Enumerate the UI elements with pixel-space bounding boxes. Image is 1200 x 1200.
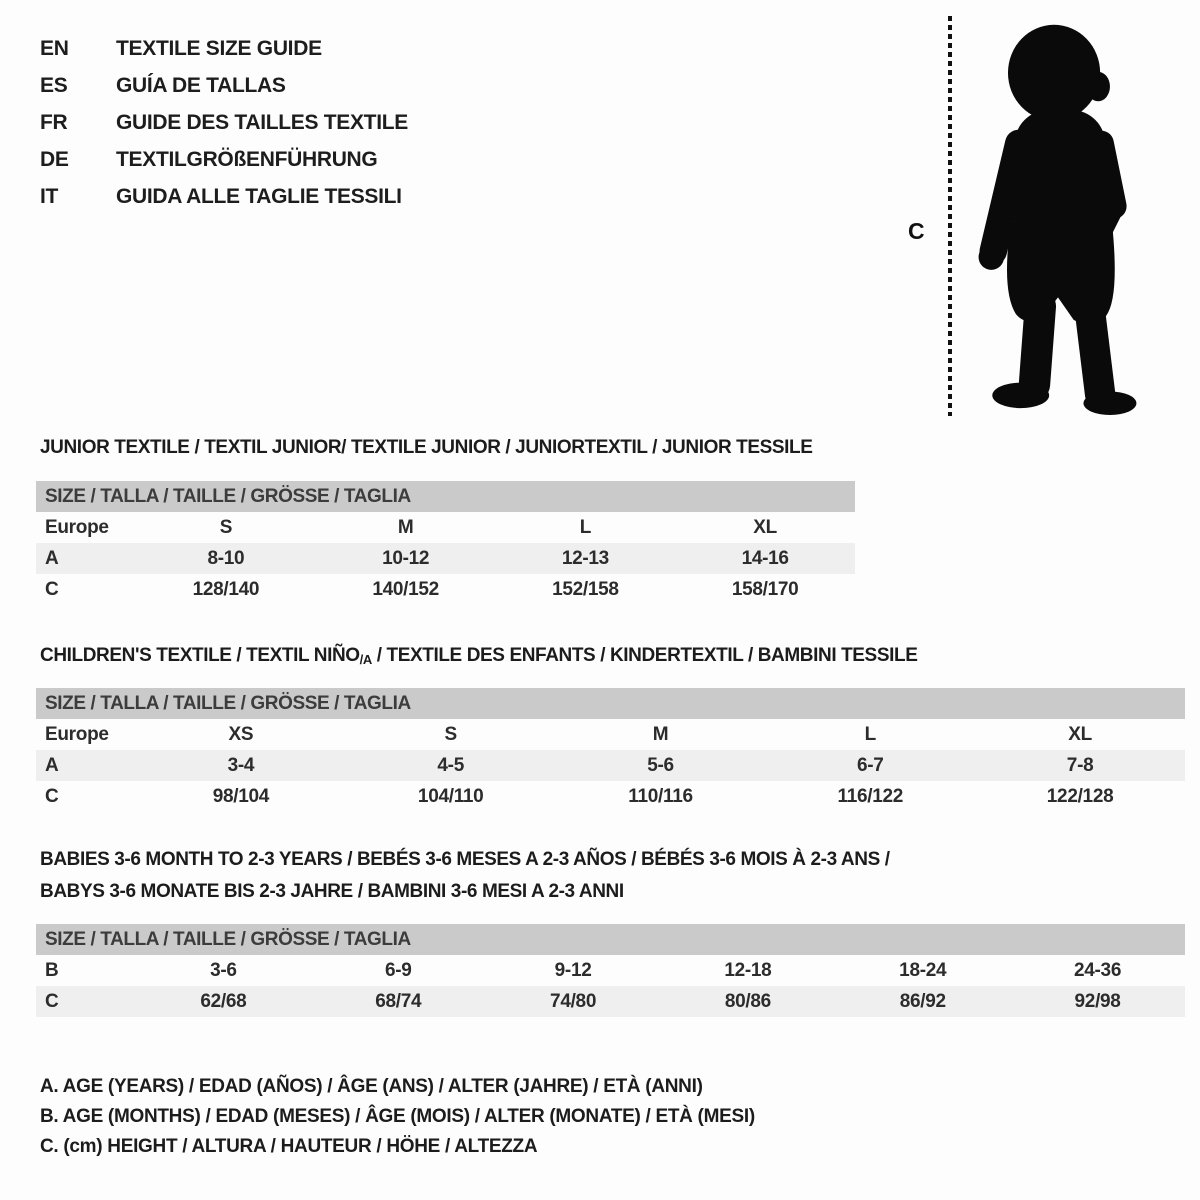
age-cell: 18-24 [899, 960, 947, 981]
height-cell: 140/152 [372, 579, 439, 600]
language-title: TEXTILE SIZE GUIDE [116, 37, 322, 60]
row-label: B [45, 960, 59, 981]
language-title: TEXTILGRÖßENFÜHRUNG [116, 148, 378, 171]
language-row-it [40, 178, 408, 215]
height-cell: 152/158 [552, 579, 619, 600]
size-cell: S [444, 724, 457, 745]
language-title: GUÍA DE TALLAS [116, 74, 286, 97]
language-code: ES [40, 74, 68, 97]
size-cell: XL [753, 517, 777, 538]
age-cell: 5-6 [647, 755, 674, 776]
row-label: C [45, 991, 59, 1012]
babies-section-title-line1: BABIES 3-6 MONTH TO 2-3 YEARS / BEBÉS 3-6 MESES A 2-3 AÑOS / BÉBÉS 3-6 MOIS À 2-3 ANS / [40, 849, 890, 870]
height-cell: 98/104 [212, 786, 270, 807]
height-dashed-line [948, 16, 952, 416]
size-cell: M [652, 724, 669, 745]
row-label: Europe [45, 724, 109, 745]
table-row-height [36, 986, 1185, 1017]
language-code: DE [40, 148, 69, 171]
children-size-table [36, 688, 1185, 812]
size-cell: L [579, 517, 592, 538]
language-row-en [40, 30, 408, 67]
measurement-legend [40, 1072, 755, 1162]
height-cell: 74/80 [550, 991, 597, 1012]
height-cell: 86/92 [899, 991, 946, 1012]
language-code: EN [40, 37, 69, 60]
language-title: GUIDE DES TAILLES TEXTILE [116, 111, 408, 134]
language-row-fr [40, 104, 408, 141]
size-table-header: SIZE / TALLA / TAILLE / GRÖSSE / TAGLIA [36, 688, 1185, 719]
babies-section-title-line2: BABYS 3-6 MONATE BIS 2-3 JAHRE / BAMBINI 3-6 MESI A 2-3 ANNI [40, 881, 624, 902]
age-cell: 8-10 [207, 548, 245, 569]
size-cell: L [864, 724, 876, 745]
height-cell: 116/122 [837, 786, 904, 807]
legend-height-cm: C. (cm) HEIGHT / ALTURA / HAUTEUR / HÖHE / ALTEZZA [40, 1136, 538, 1157]
toddler-silhouette-icon [962, 14, 1152, 416]
junior-section-title: JUNIOR TEXTILE / TEXTIL JUNIOR/ TEXTILE JUNIOR / JUNIORTEXTIL / JUNIOR TESSILE [40, 437, 813, 458]
legend-age-months: B. AGE (MONTHS) / EDAD (MESES) / ÂGE (MOIS) / ALTER (MONATE) / ETÀ (MESI) [40, 1106, 755, 1127]
height-cell: 68/74 [375, 991, 422, 1012]
height-cell: 158/170 [731, 579, 799, 600]
row-label: C [45, 579, 59, 600]
size-cell: M [397, 517, 414, 538]
height-cell: 122/128 [1046, 786, 1114, 807]
table-row-age [36, 543, 855, 574]
height-cell: 92/98 [1074, 991, 1121, 1012]
size-table-header: SIZE / TALLA / TAILLE / GRÖSSE / TAGLIA [36, 481, 855, 512]
age-cell: 14-16 [741, 548, 789, 569]
table-row-europe [36, 512, 855, 543]
row-label: Europe [45, 517, 109, 538]
children-section-title: CHILDREN'S TEXTILE / TEXTIL $NIÑO_{/A}$ / TEXTILE DES ENFANTS / KINDERTEXTIL / BAMBINI TESSILE [40, 645, 918, 667]
age-cell: 12-18 [724, 960, 772, 981]
table-row-height [36, 781, 1185, 812]
row-label: A [45, 755, 59, 776]
size-cell: S [219, 517, 233, 538]
height-cell: 128/140 [192, 579, 260, 600]
size-cell: XS [228, 724, 254, 745]
age-cell: 4-5 [437, 755, 464, 776]
language-title: GUIDA ALLE TAGLIE TESSILI [116, 185, 402, 208]
height-cell: 104/110 [417, 786, 484, 807]
age-cell: 24-36 [1074, 960, 1122, 981]
age-cell: 7-8 [1066, 755, 1094, 776]
age-cell: 6-7 [857, 755, 884, 776]
age-cell: 10-12 [382, 548, 430, 569]
age-cell: 3-4 [227, 755, 255, 776]
language-row-de [40, 141, 408, 178]
height-cell: 110/116 [628, 786, 693, 807]
age-cell: 9-12 [554, 960, 592, 981]
language-code: IT [40, 185, 59, 208]
size-cell: XL [1068, 724, 1092, 745]
age-cell: 12-13 [561, 548, 609, 569]
height-measure-figure [900, 0, 1200, 430]
table-row-age-months [36, 955, 1185, 986]
row-label: A [45, 548, 59, 569]
height-cell: 80/86 [724, 991, 771, 1012]
row-label: C [45, 786, 59, 807]
age-cell: 6-9 [384, 960, 412, 981]
age-cell: 3-6 [210, 960, 237, 981]
height-cell: 62/68 [200, 991, 247, 1012]
language-title-block [40, 30, 408, 215]
language-code: FR [40, 111, 68, 134]
nino-a-subscript: /A [359, 652, 372, 667]
table-row-age [36, 750, 1185, 781]
table-row-height [36, 574, 855, 605]
babies-size-table [36, 924, 1185, 1017]
table-row-europe [36, 719, 1185, 750]
language-row-es [40, 67, 408, 104]
junior-size-table [36, 481, 855, 605]
size-table-header: SIZE / TALLA / TAILLE / GRÖSSE / TAGLIA [36, 924, 1185, 955]
height-measure-label: C [908, 218, 925, 244]
legend-age-years: A. AGE (YEARS) / EDAD (AÑOS) / ÂGE (ANS) / ALTER (JAHRE) / ETÀ (ANNI) [40, 1076, 703, 1097]
